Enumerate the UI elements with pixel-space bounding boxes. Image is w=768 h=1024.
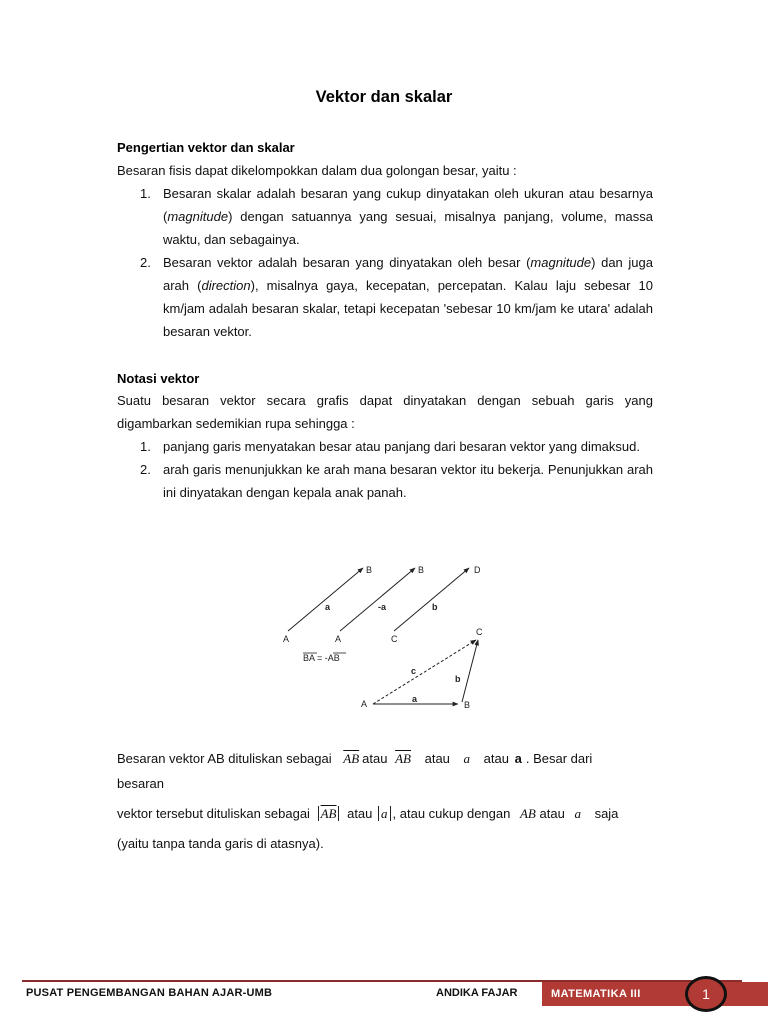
text: atau [347, 806, 373, 821]
label-c-point: C [476, 627, 483, 637]
text: , atau cukup dengan [392, 806, 511, 821]
notation-line-2: besaran [117, 776, 164, 791]
list-item [117, 182, 653, 251]
section-heading-notation: Notasi vektor [117, 371, 200, 386]
text: . Besar dari [525, 751, 593, 766]
item-text: Besaran vektor adalah besaran yang dinyatakan oleh besar ( [163, 255, 531, 270]
notation-list [117, 435, 653, 504]
footer-author: ANDIKA FAJAR [436, 987, 518, 999]
section-heading-definition: Pengertian vektor dan skalar [117, 140, 295, 155]
equation-label: BA = -AB [303, 653, 340, 663]
item-emphasis: magnitude [167, 209, 229, 224]
label-b-point: B [366, 565, 373, 575]
text: atau [424, 751, 450, 766]
section1-intro: Besaran fisis dapat dikelompokkan dalam dua golongan besar, yaitu : [117, 163, 517, 178]
label-neg-a-vector: -a [378, 602, 387, 612]
label-c-point: C [391, 634, 398, 644]
list-item [117, 458, 653, 504]
definition-list [117, 182, 653, 343]
vector-ab-overline: $\overline{AB}$ [343, 751, 360, 766]
notation-line-1 [117, 751, 592, 767]
text: vektor tersebut dituliskan sebagai [117, 806, 310, 821]
label-b-vector: b [455, 674, 461, 684]
vector-ab-arrow: $\overline{AB}$ [395, 751, 411, 766]
text: atau [362, 751, 388, 766]
item-text: Besaran skalar adalah besaran yang cukup dinyatakan oleh ukuran atau besarnya ( [163, 186, 653, 224]
triangle-side-c [373, 640, 476, 704]
label-a-point: A [361, 699, 368, 709]
vector-diagram [270, 560, 500, 720]
item-text: ), misalnya gaya, kecepatan, percepatan. Kalau laju sebesar 10 km/jam adalah besaran skalar, tetapi kecepatan 'sebesar 10 km/jam ke utara' adalah besaran vektor. [163, 278, 653, 339]
section2-intro: Suatu besaran vektor secara grafis dapat dinyatakan dengan sebuah garis yang digambarkan sedemikian rupa sehingga : [117, 393, 653, 431]
plain-ab: AB [519, 806, 536, 821]
list-number: 1. [140, 186, 151, 201]
item-text: ) dan juga arah ( [163, 255, 653, 293]
item-text: arah garis menunjukkan ke arah mana besaran vektor itu bekerja. Penunjukkan arah ini dinyatakan dengan kepala anak panah. [163, 462, 653, 500]
notation-line-3 [117, 806, 618, 822]
label-c-vector: c [411, 666, 417, 676]
plain-a: a [574, 806, 581, 821]
triangle-side-b [462, 640, 478, 702]
label-a-point: A [283, 634, 290, 644]
label-b-vector: b [432, 602, 438, 612]
label-b-point: B [464, 700, 471, 710]
footer-institution: PUSAT PENGEMBANGAN BAHAN AJAR-UMB [26, 987, 273, 999]
label-a-vector: a [325, 602, 331, 612]
label-b-point: B [418, 565, 425, 575]
item-text: panjang garis menyatakan besar atau panjang dari besaran vektor yang dimaksud. [163, 439, 640, 454]
label-a-point: A [335, 634, 342, 644]
vector-a-arrow: a [463, 751, 471, 766]
notation-line-4: (yaitu tanpa tanda garis di atasnya). [117, 836, 324, 851]
text: atau [539, 806, 565, 821]
page-title: Vektor dan skalar [315, 88, 453, 106]
item-text: ) dengan satuannya yang sesuai, misalnya panjang, volume, massa waktu, dan sebagainya. [163, 209, 653, 247]
item-emphasis: direction [201, 278, 251, 293]
footer-subject: MATEMATIKA III [551, 988, 641, 1000]
list-number: 1. [140, 439, 151, 454]
list-item [117, 251, 653, 343]
label-d-point: D [474, 565, 481, 575]
item-emphasis: magnitude [530, 255, 592, 270]
magnitude-a: a [378, 806, 391, 821]
text: atau [483, 751, 509, 766]
text: saja [594, 806, 619, 821]
label-a-vector: a [412, 694, 418, 704]
vector-arrow-cd [394, 568, 469, 631]
list-number: 2. [140, 462, 151, 477]
text: Besaran vektor AB dituliskan sebagai [117, 751, 332, 766]
magnitude-ab: $\overline{AB}$ [318, 806, 340, 821]
list-item [117, 435, 653, 458]
vector-a-bold: a [514, 751, 522, 766]
page-number: 1 [702, 986, 710, 1002]
list-number: 2. [140, 255, 151, 270]
